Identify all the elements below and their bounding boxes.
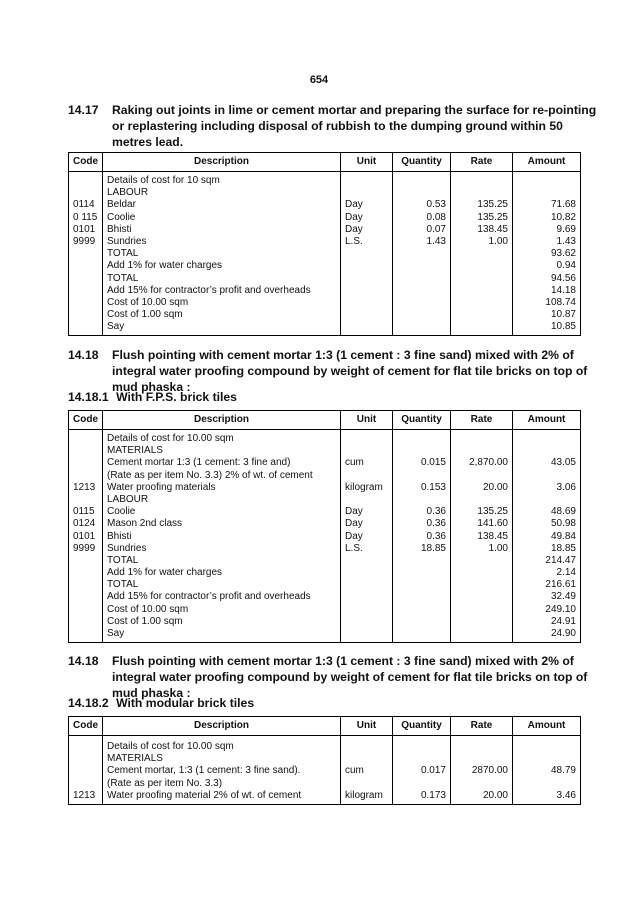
cost-table-14-17	[68, 152, 581, 336]
cell-rate: 135.25	[477, 506, 508, 518]
cell-qty	[397, 175, 446, 187]
subsection-title: With F.P.S. brick tiles	[116, 390, 237, 404]
cell-code	[73, 248, 98, 260]
cell-desc: Cement mortar 1:3 (1 cement: 3 fine and)	[107, 457, 291, 469]
cell-rate	[455, 273, 508, 285]
cell-unit	[345, 297, 388, 309]
cell-unit: Day	[345, 518, 363, 530]
cell-rate	[455, 741, 508, 753]
cell-code: 0 115	[73, 211, 98, 223]
cell-code: 9999	[73, 542, 96, 554]
cell-unit	[345, 470, 388, 482]
column-desc	[103, 736, 341, 805]
cell-code	[73, 628, 98, 640]
cell-amount	[517, 778, 576, 790]
title-line: Flush pointing with cement mortar 1:3 (1 cement : 3 fine sand) mixed with 2% of	[112, 654, 574, 668]
column-header: Quantity	[393, 153, 451, 172]
cell-qty: 0.015	[420, 457, 446, 469]
cell-desc: Details of cost for 10 sqm	[107, 175, 220, 186]
cell-amount: 18.85	[550, 542, 576, 554]
cell-rate	[455, 470, 508, 482]
cell-unit	[345, 285, 388, 297]
cell-qty: 1.43	[426, 235, 446, 247]
cell-amount: 216.61	[545, 579, 576, 591]
cell-rate	[455, 260, 508, 272]
cell-rate	[455, 753, 508, 765]
column-header: Unit	[341, 153, 393, 172]
cell-unit	[345, 604, 388, 616]
section-title	[112, 653, 588, 701]
column-header: Amount	[513, 153, 581, 172]
cell-amount	[517, 741, 576, 753]
cell-rate	[455, 778, 508, 790]
cell-amount: 3.06	[556, 481, 576, 493]
title-line: Flush pointing with cement mortar 1:3 (1 cement : 3 fine sand) mixed with 2% of	[112, 348, 574, 362]
cell-rate: 138.45	[477, 530, 508, 542]
cell-rate	[455, 309, 508, 321]
cell-code	[73, 445, 98, 457]
cell-unit	[345, 445, 388, 457]
cell-code	[73, 741, 98, 753]
cell-unit	[345, 628, 388, 640]
cell-qty	[397, 273, 446, 285]
cell-desc: MATERIALS	[107, 753, 163, 765]
cell-desc: Cost of 10.00 sqm	[107, 603, 189, 615]
cell-qty	[397, 470, 446, 482]
cell-code: 0114	[73, 199, 95, 211]
cell-unit: Day	[345, 506, 363, 518]
cell-rate: 141.60	[477, 518, 508, 530]
cell-rate	[455, 445, 508, 457]
cell-rate	[455, 248, 508, 260]
cell-qty: 0.173	[420, 789, 446, 801]
cell-unit: kilogram	[345, 789, 383, 801]
cell-code	[73, 579, 98, 591]
cell-desc: Details of cost for 10.00 sqm	[107, 433, 234, 444]
title-line: integral water proofing compound by weight of cement for flat tile bricks on top of	[112, 670, 588, 684]
cell-qty	[397, 778, 446, 790]
cell-unit	[345, 187, 388, 199]
column-header: Rate	[451, 153, 513, 172]
heading-14-18-b	[68, 653, 588, 701]
cell-amount: 71.68	[550, 199, 576, 211]
cell-unit	[345, 175, 388, 187]
cell-unit: L.S.	[345, 542, 363, 554]
cell-amount: 94.56	[550, 272, 576, 284]
cell-unit: L.S.	[345, 235, 363, 247]
cell-qty	[397, 494, 446, 506]
cell-rate: 2,870.00	[469, 457, 508, 469]
cell-code	[73, 297, 98, 309]
cell-qty: 0.36	[426, 530, 446, 542]
column-qty	[393, 430, 451, 643]
cell-rate: 20.00	[482, 481, 508, 493]
cell-desc: Sundries	[107, 542, 147, 554]
cell-unit	[345, 555, 388, 567]
cell-amount	[517, 175, 576, 187]
cell-qty	[397, 297, 446, 309]
cell-amount: 48.69	[550, 506, 576, 518]
column-qty	[393, 736, 451, 805]
title-line: Raking out joints in lime or cement mortar and preparing the surface for re-pointing	[112, 103, 597, 117]
cell-desc: Add 15% for contractor’s profit and overheads	[107, 591, 311, 603]
cell-desc: Cement mortar, 1:3 (1 cement: 3 fine sand).	[107, 765, 301, 777]
cell-rate: 20.00	[482, 789, 508, 801]
cell-unit	[345, 433, 388, 445]
cell-unit	[345, 260, 388, 272]
column-code	[69, 736, 103, 805]
cell-amount: 0.94	[556, 260, 576, 272]
cell-code: 0101	[73, 530, 96, 542]
cell-code	[73, 591, 98, 603]
cell-desc: Cost of 1.00 sqm	[107, 309, 183, 321]
subsection-title: With modular brick tiles	[116, 696, 255, 710]
column-header: Unit	[341, 717, 393, 736]
cell-amount: 10.82	[550, 211, 576, 223]
cell-rate	[455, 433, 508, 445]
cell-qty	[397, 567, 446, 579]
cell-code	[73, 494, 98, 506]
column-amount	[513, 430, 581, 643]
cell-desc: TOTAL	[107, 554, 139, 566]
cell-rate: 135.25	[477, 199, 508, 211]
cell-qty: 0.53	[426, 199, 446, 211]
title-line: metres lead.	[112, 135, 184, 149]
column-unit	[341, 430, 393, 643]
section-number: 14.18	[68, 348, 99, 362]
cell-rate: 138.45	[477, 223, 508, 235]
cell-code	[73, 309, 98, 321]
cell-rate: 2870.00	[471, 765, 508, 777]
cell-desc: Details of cost for 10.00 sqm	[107, 741, 234, 752]
cell-qty	[397, 628, 446, 640]
cell-unit	[345, 616, 388, 628]
cell-rate	[455, 604, 508, 616]
cell-code: 0115	[73, 506, 95, 518]
cell-unit	[345, 579, 388, 591]
cell-rate	[455, 555, 508, 567]
heading-14-17	[68, 102, 597, 150]
cell-unit: cum	[345, 457, 364, 469]
title-line: mud phaska :	[112, 380, 191, 394]
cell-rate	[455, 494, 508, 506]
column-header: Code	[69, 411, 103, 430]
cell-amount: 108.74	[545, 296, 576, 308]
cell-qty	[397, 260, 446, 272]
table-body-row	[69, 736, 581, 805]
cell-desc: Coolie	[107, 506, 136, 518]
cell-code	[73, 753, 98, 765]
title-line: or replastering including disposal of rubbish to the dumping ground within 50	[112, 119, 563, 133]
cell-qty	[397, 321, 446, 333]
column-unit	[341, 736, 393, 805]
heading-14-18	[68, 347, 588, 395]
column-unit	[341, 172, 393, 336]
cell-qty: 18.85	[420, 542, 446, 554]
cell-rate	[455, 591, 508, 603]
cell-amount: 3.46	[556, 789, 576, 801]
section-title	[112, 347, 588, 395]
cell-rate	[455, 628, 508, 640]
cell-qty	[397, 433, 446, 445]
cell-qty: 0.153	[420, 481, 446, 493]
column-header: Code	[69, 717, 103, 736]
column-rate	[451, 430, 513, 643]
column-desc	[103, 172, 341, 336]
column-desc	[103, 430, 341, 643]
cell-unit: Day	[345, 211, 363, 223]
cell-amount: 48.79	[550, 765, 576, 777]
cell-rate: 135.25	[477, 211, 508, 223]
cell-code: 0101	[73, 223, 96, 235]
cell-code	[73, 616, 98, 628]
cell-amount	[517, 494, 576, 506]
cell-rate	[455, 321, 508, 333]
cell-desc: TOTAL	[107, 579, 139, 591]
column-header: Quantity	[393, 717, 451, 736]
cell-desc: TOTAL	[107, 248, 139, 260]
subheading-14-18-2	[68, 696, 254, 710]
column-rate	[451, 736, 513, 805]
cell-code	[73, 567, 98, 579]
cell-desc: Add 15% for contractor’s profit and overheads	[107, 284, 311, 296]
cell-qty	[397, 285, 446, 297]
cell-unit	[345, 753, 388, 765]
cell-qty	[397, 579, 446, 591]
cell-desc: Add 1% for water charges	[107, 260, 223, 272]
cell-qty: 0.36	[426, 506, 446, 518]
column-qty	[393, 172, 451, 336]
cell-qty	[397, 591, 446, 603]
cell-code	[73, 604, 98, 616]
column-header: Amount	[513, 717, 581, 736]
cell-code	[73, 260, 98, 272]
column-header: Unit	[341, 411, 393, 430]
cell-desc: MATERIALS	[107, 445, 163, 457]
cell-qty	[397, 555, 446, 567]
table-body-row	[69, 172, 581, 336]
cell-code	[73, 778, 98, 790]
cell-code: 0124	[73, 518, 96, 530]
cell-unit	[345, 494, 388, 506]
cell-rate	[455, 579, 508, 591]
cell-rate	[455, 567, 508, 579]
column-amount	[513, 736, 581, 805]
cell-unit: kilogram	[345, 481, 383, 493]
column-header: Description	[103, 717, 341, 736]
cost-table-14-18-1	[68, 410, 581, 643]
cell-amount: 9.69	[556, 223, 576, 235]
cell-code	[73, 470, 98, 482]
column-code	[69, 172, 103, 336]
cell-code: 1213	[73, 481, 96, 493]
cell-desc: Mason 2nd class	[107, 518, 183, 530]
cell-unit	[345, 567, 388, 579]
cell-unit: Day	[345, 199, 363, 211]
cell-code	[73, 273, 98, 285]
cell-unit	[345, 591, 388, 603]
subsection-number: 14.18.1	[68, 390, 109, 404]
cell-code: 9999	[73, 235, 96, 247]
cell-desc: Bhisti	[107, 223, 132, 235]
column-header: Rate	[451, 411, 513, 430]
column-header: Rate	[451, 717, 513, 736]
column-rate	[451, 172, 513, 336]
subsection-number: 14.18.2	[68, 696, 109, 710]
cell-desc: LABOUR	[107, 187, 149, 199]
cell-amount: 32.49	[550, 591, 576, 603]
cell-desc: TOTAL	[107, 272, 139, 284]
cell-amount: 14.18	[550, 284, 576, 296]
cell-code	[73, 285, 98, 297]
subheading-14-18-1	[68, 390, 237, 404]
cell-unit	[345, 741, 388, 753]
cell-qty	[397, 187, 446, 199]
cell-code	[73, 175, 98, 187]
column-header: Code	[69, 153, 103, 172]
title-line: integral water proofing compound by weight of cement for flat tile bricks on top of	[112, 364, 588, 378]
cell-amount: 50.98	[550, 518, 576, 530]
cell-unit: cum	[345, 765, 364, 777]
cell-desc: Coolie	[107, 211, 136, 223]
cell-desc: Add 1% for water charges	[107, 567, 223, 579]
section-title	[112, 102, 597, 150]
cost-table-14-18-2	[68, 716, 581, 805]
column-header: Amount	[513, 411, 581, 430]
cell-code	[73, 433, 98, 445]
cell-qty	[397, 248, 446, 260]
cell-code	[73, 321, 98, 333]
cell-unit: Day	[345, 223, 363, 235]
cell-desc: Say	[107, 321, 125, 333]
cell-qty: 0.36	[426, 518, 446, 530]
cell-rate	[455, 297, 508, 309]
cell-rate	[455, 616, 508, 628]
cell-desc: Cost of 10.00 sqm	[107, 296, 189, 308]
column-amount	[513, 172, 581, 336]
cell-desc: Water proofing material 2% of wt. of cement	[107, 789, 302, 801]
cell-qty	[397, 309, 446, 321]
cell-amount: 10.87	[550, 309, 576, 321]
cell-desc: Bhisti	[107, 530, 132, 542]
cell-code	[73, 555, 98, 567]
column-header: Quantity	[393, 411, 451, 430]
table-body-row	[69, 430, 581, 643]
cell-amount	[517, 187, 576, 199]
cell-amount: 24.91	[550, 615, 576, 627]
cell-code: 1213	[73, 789, 96, 801]
cell-desc: Say	[107, 628, 125, 639]
cell-amount	[517, 753, 576, 765]
cell-amount: 1.43	[556, 235, 576, 247]
cell-qty	[397, 604, 446, 616]
cell-unit	[345, 273, 388, 285]
cell-amount	[517, 445, 576, 457]
cell-code	[73, 457, 98, 469]
cell-amount: 249.10	[545, 603, 576, 615]
cell-amount: 93.62	[550, 248, 576, 260]
cell-amount: 10.85	[550, 321, 576, 333]
title-line: mud phaska :	[112, 686, 191, 700]
cell-qty	[397, 616, 446, 628]
cell-qty	[397, 753, 446, 765]
cell-qty	[397, 445, 446, 457]
cell-desc: Cost of 1.00 sqm	[107, 615, 183, 627]
cell-code	[73, 187, 98, 199]
cell-amount: 43.05	[550, 457, 576, 469]
cell-qty: 0.08	[426, 211, 446, 223]
cell-qty	[397, 741, 446, 753]
cell-unit	[345, 309, 388, 321]
cell-qty: 0.07	[426, 223, 446, 235]
cell-desc: Beldar	[107, 199, 136, 211]
cell-unit: Day	[345, 530, 363, 542]
section-number: 14.18	[68, 654, 99, 668]
cell-rate	[455, 187, 508, 199]
cell-rate	[455, 175, 508, 187]
cell-unit	[345, 248, 388, 260]
cell-rate: 1.00	[488, 235, 508, 247]
cell-desc: (Rate as per item No. 3.3) 2% of wt. of cement	[107, 469, 313, 481]
cell-amount	[517, 433, 576, 445]
cell-amount: 214.47	[545, 554, 576, 566]
page-number: 654	[309, 74, 329, 86]
cell-amount: 24.90	[550, 628, 576, 639]
section-number: 14.17	[68, 103, 99, 117]
cell-unit	[345, 778, 388, 790]
cell-amount	[517, 470, 576, 482]
cell-unit	[345, 321, 388, 333]
column-header: Description	[103, 411, 341, 430]
cell-code	[73, 765, 98, 777]
cell-desc: LABOUR	[107, 493, 149, 505]
cell-desc: (Rate as per item No. 3.3)	[107, 777, 223, 789]
cell-desc: Water proofing materials	[107, 481, 216, 493]
column-code	[69, 430, 103, 643]
cell-rate	[455, 285, 508, 297]
column-header: Description	[103, 153, 341, 172]
cell-amount: 49.84	[550, 530, 576, 542]
cell-desc: Sundries	[107, 235, 147, 247]
cell-qty: 0.017	[420, 765, 446, 777]
cell-rate: 1.00	[488, 542, 508, 554]
cell-amount: 2.14	[556, 567, 576, 579]
